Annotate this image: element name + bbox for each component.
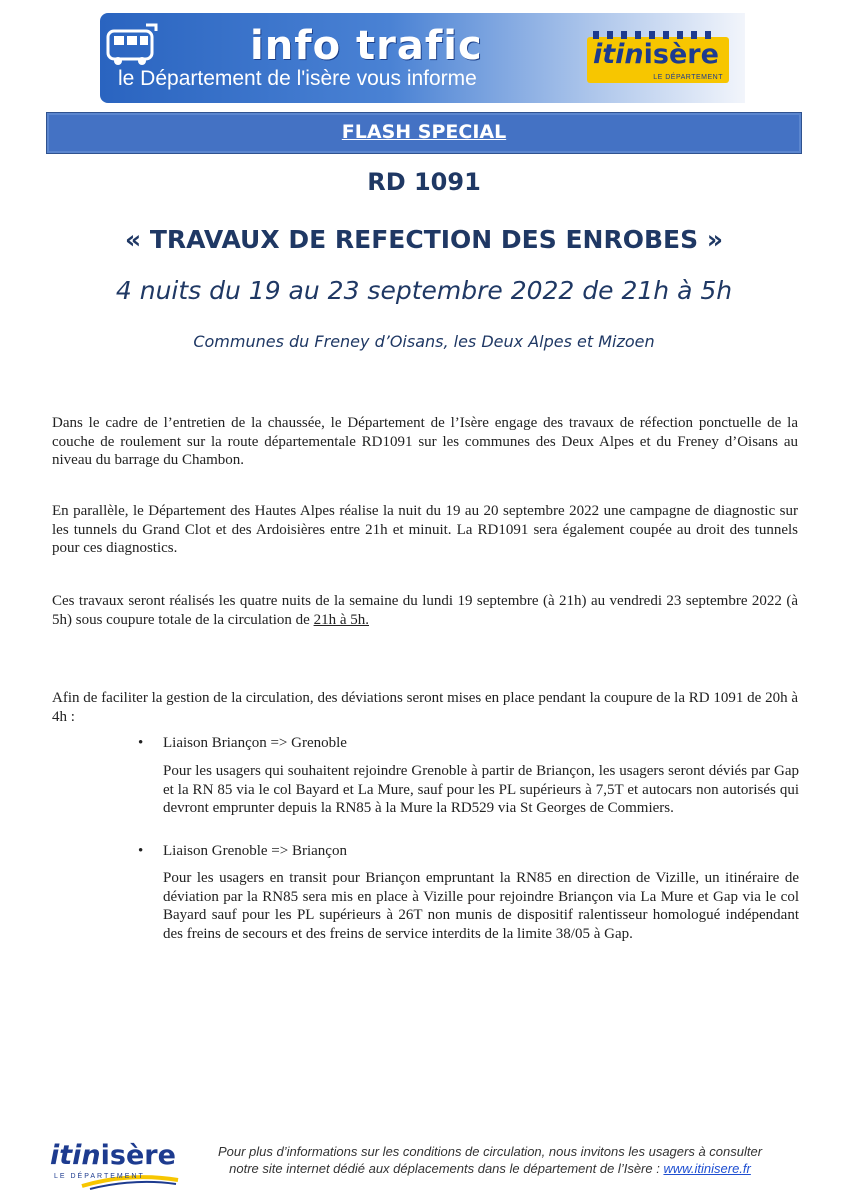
flash-special-label: FLASH SPECIAL [341,121,507,143]
bullet-marker: • [138,735,144,751]
footer-line-2-text: notre site internet dédié aux déplacements dans le département de l’Isère : [229,1161,664,1176]
schedule-hours: 21h à 5h. [313,611,369,628]
road-heading: RD 1091 [367,168,481,196]
footer-line-2 [190,1160,790,1177]
bullet-marker: • [138,843,144,859]
itinisere-logo[interactable] [587,37,729,83]
bus-icon [106,21,158,69]
bullet-text-grenoble-briancon: Pour les usagers en transit pour Briançon empruntant la RN85 en direction de Vizille, un itinéraire de déviation par la RN85 sera mis en place à Vizille pour rejoindre Briançon via La Mure et Gap via le col Bayard sauf pour les PL supérieurs à 26T non munis de dispositif ralentisseur homologué indépendant des freins de secours et des freins de service interdits de la limite 38/05 à Gap. [163,870,799,943]
paragraph-hautes-alpes: En parallèle, le Département des Hautes Alpes réalise la nuit du 19 au 20 septembre 2022 une campagne de diagnostic sur les tunnels du Grand Clot et des Ardoisières entre 21h et minuit. La RD1091 sera également coupée au droit des tunnels pour ces diagnostics. [52,503,798,557]
communes-heading: Communes du Freney d’Oisans, les Deux Alpes et Mizoen [193,332,655,351]
paragraph-deviations: Afin de faciliter la gestion de la circulation, des déviations seront mises en place pendant la coupure de la RD 1091 de 20h à 4h : [52,690,798,725]
footer-itinisere-logo[interactable] [50,1140,185,1192]
footer-logo-wordmark: itinisère [50,1140,176,1171]
bullet-text-briancon-grenoble: Pour les usagers qui souhaitent rejoindre Grenoble à partir de Briançon, les usagers seront déviés par Gap et la RN 85 via le col Bayard et La Mure, sauf pour les PL supérieurs à 7,5T et autocars non autorisés qui devront emprunter depuis la RN85 à la Mure la RD529 via St Georges de Commiers. [163,763,799,817]
footer-info [190,1143,790,1177]
schedule-text: Ces travaux seront réalisés les quatre nuits de la semaine du lundi 19 septembre (à 21h) au vendredi 23 septembre 2022 (à 5h) sous coupure totale de la circulation de [52,593,798,628]
works-heading: « TRAVAUX DE REFECTION DES ENROBES » [125,225,723,254]
footer-line-1: Pour plus d’informations sur les conditions de circulation, nous invitons les usagers à consulter [217,1144,763,1159]
bullet-title-briancon-grenoble: Liaison Briançon => Grenoble [163,735,347,751]
bullet-title-grenoble-briancon: Liaison Grenoble => Briançon [163,843,347,859]
website-link[interactable]: www.itinisere.fr [663,1161,751,1176]
dates-heading: 4 nuits du 19 au 23 septembre 2022 de 21h à 5h [115,276,733,305]
logo-stripes [593,31,713,39]
paragraph-schedule [52,592,798,629]
banner-title: info trafic [250,23,483,69]
banner-subtitle: le Département de l'isère vous informe [118,67,477,90]
flash-special-bar [46,112,802,154]
footer-logo-tagline: LE DÉPARTEMENT [54,1173,145,1180]
logo-wordmark: itinisère [593,39,719,70]
paragraph-maintenance: Dans le cadre de l’entretien de la chaussée, le Département de l’Isère engage des travaux de réfection ponctuelle de la couche de roulement sur la route départementale RD1091 sur les communes des Deux Alpes et du Freney d’Oisans au niveau du barrage du Chambon. [52,415,798,469]
logo-tagline: LE DÉPARTEMENT [653,74,723,81]
